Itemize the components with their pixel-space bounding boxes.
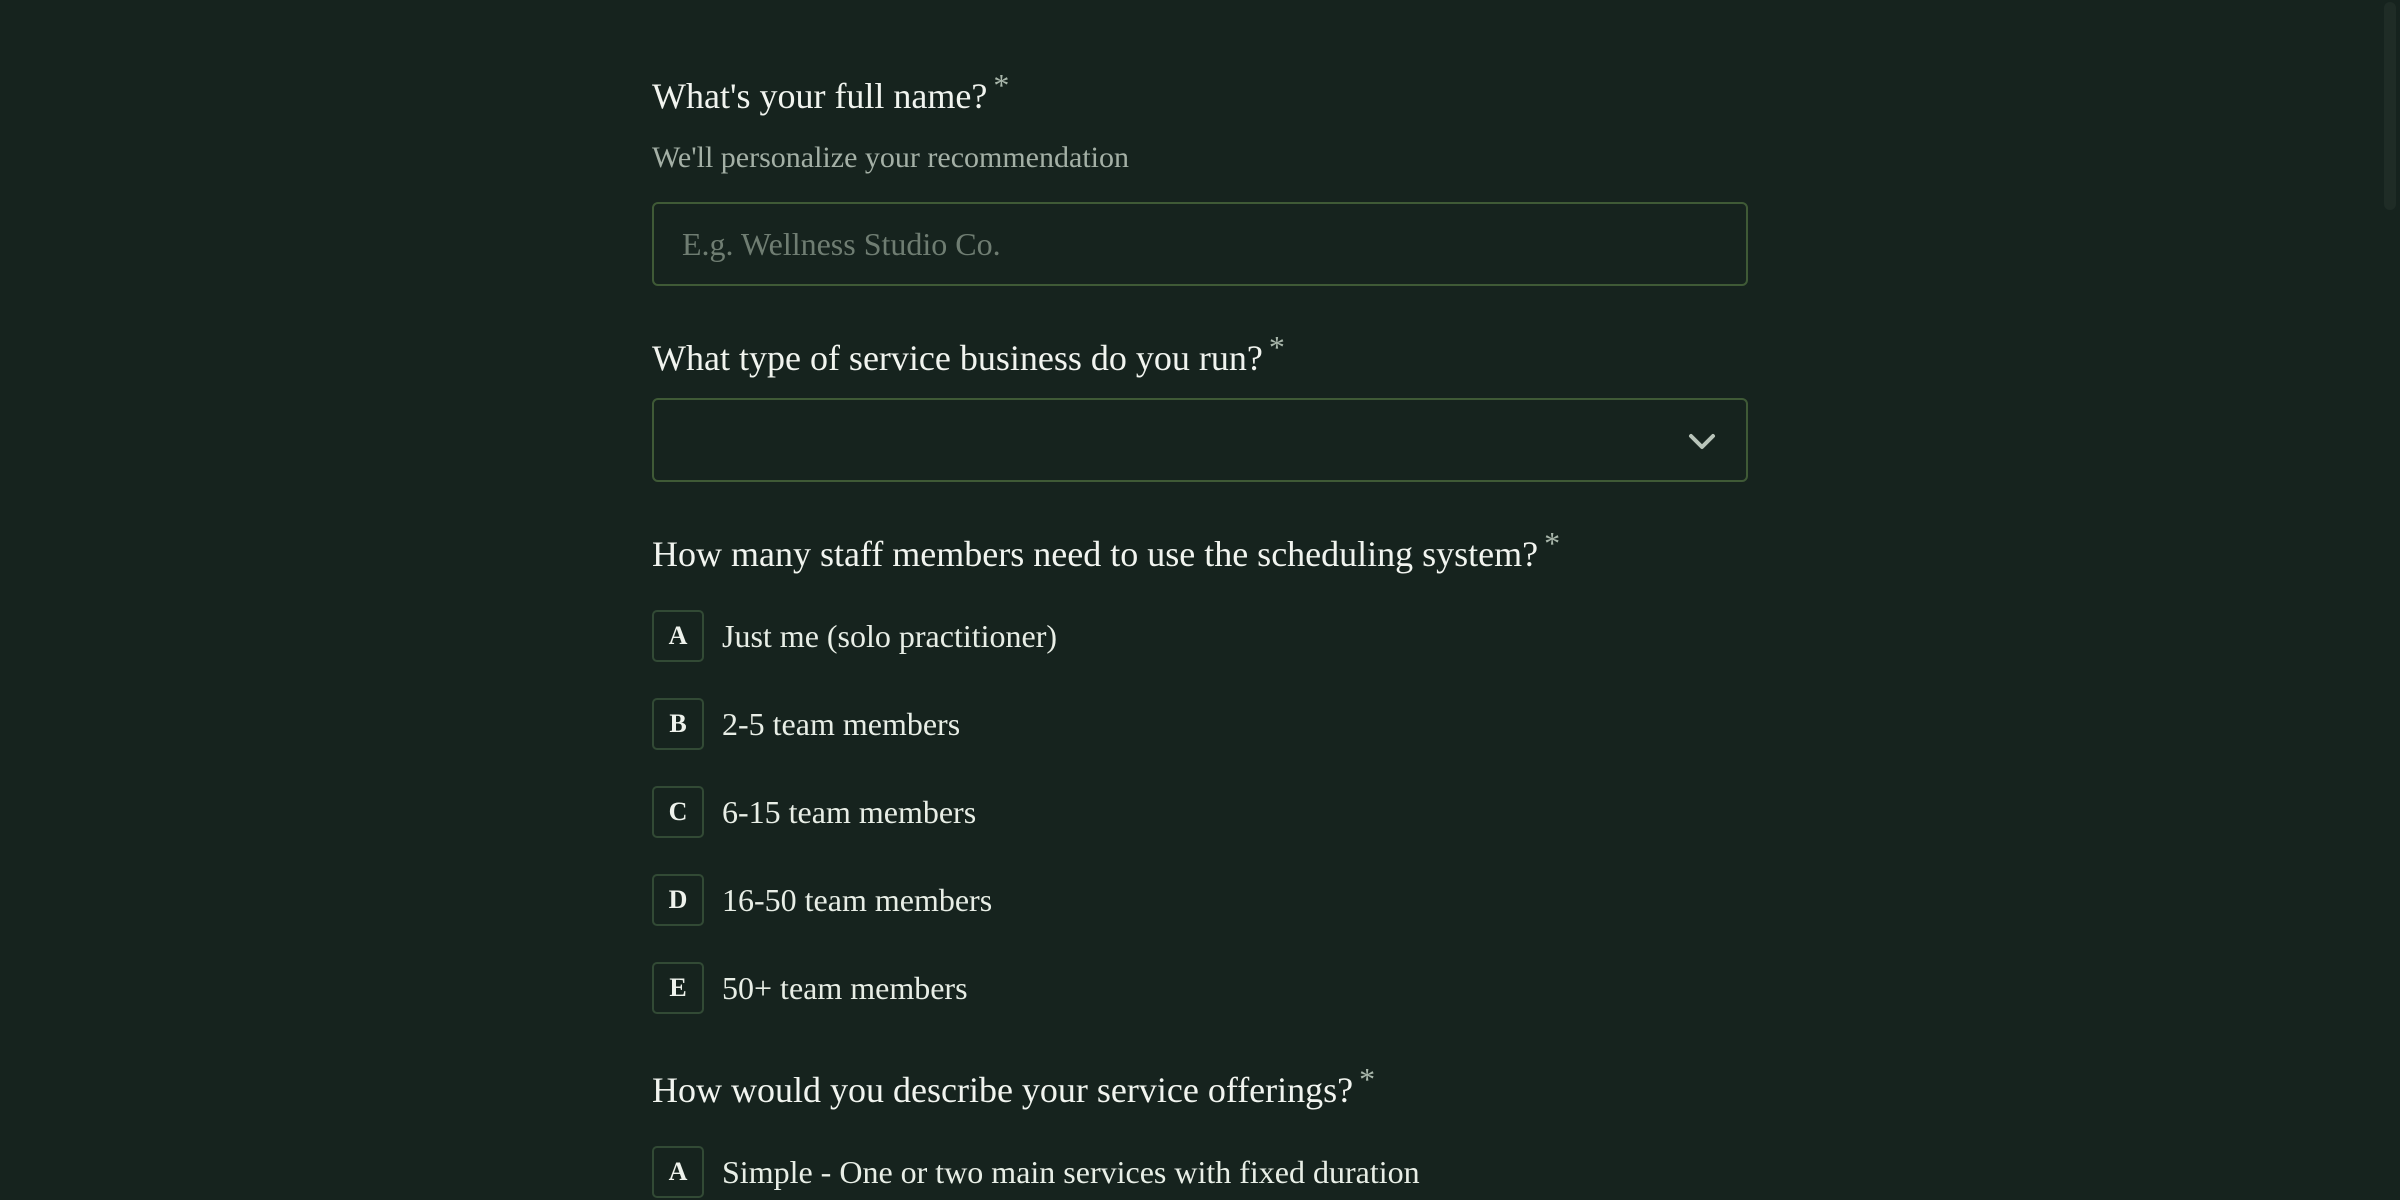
option-label: 2-5 team members xyxy=(722,705,961,742)
scrollbar-thumb[interactable] xyxy=(2384,2,2396,210)
staff-option-a[interactable] xyxy=(652,608,1057,664)
question-title-staff xyxy=(652,525,1561,577)
full-name-input[interactable] xyxy=(652,202,1748,286)
option-key-badge: A xyxy=(652,1146,704,1198)
staff-option-c[interactable] xyxy=(652,784,976,840)
option-label: 16-50 team members xyxy=(722,881,993,918)
option-label: 50+ team members xyxy=(722,969,968,1006)
staff-option-b[interactable] xyxy=(652,696,960,752)
question-title-business-type xyxy=(652,329,1285,381)
required-mark: * xyxy=(1544,525,1561,561)
question-title-text: How would you describe your service offerings? xyxy=(652,1070,1354,1110)
option-key-badge: A xyxy=(652,610,704,662)
option-label: Simple - One or two main services with fixed duration xyxy=(722,1153,1420,1190)
required-mark: * xyxy=(993,67,1010,103)
required-mark: * xyxy=(1359,1061,1376,1097)
option-key-badge: D xyxy=(652,874,704,926)
vertical-scrollbar[interactable] xyxy=(2380,0,2400,1200)
option-key-badge: E xyxy=(652,962,704,1014)
staff-option-e[interactable] xyxy=(652,960,968,1016)
option-label: Just me (solo practitioner) xyxy=(722,617,1058,654)
question-title-full-name xyxy=(652,67,1010,119)
option-label: 6-15 team members xyxy=(722,793,977,830)
question-title-text: What's your full name? xyxy=(652,76,988,116)
question-subtitle-full-name: We'll personalize your recommendation xyxy=(652,141,1129,174)
required-mark: * xyxy=(1268,329,1285,365)
option-key-badge: C xyxy=(652,786,704,838)
offerings-option-a[interactable] xyxy=(652,1144,1420,1200)
option-key-badge: B xyxy=(652,698,704,750)
question-title-text: How many staff members need to use the scheduling system? xyxy=(652,534,1539,574)
question-title-offerings xyxy=(652,1061,1376,1113)
staff-option-d[interactable] xyxy=(652,872,992,928)
business-type-select[interactable] xyxy=(652,398,1748,482)
chevron-down-icon xyxy=(1684,424,1720,460)
question-title-text: What type of service business do you run? xyxy=(652,338,1263,378)
